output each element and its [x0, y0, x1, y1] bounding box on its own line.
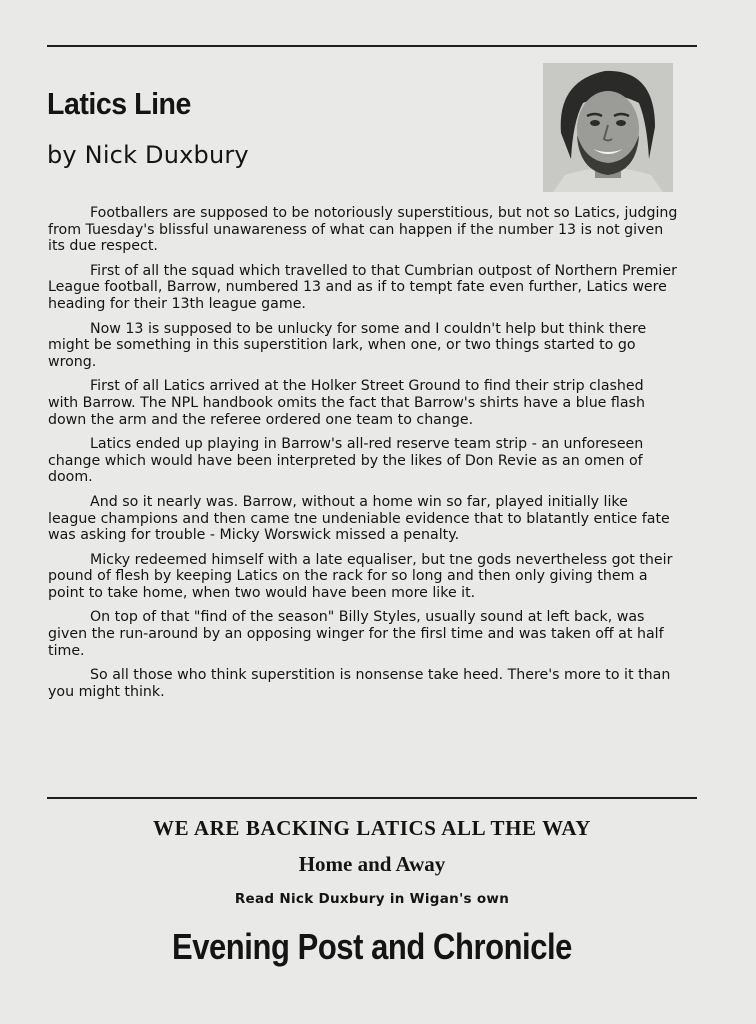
portrait-photo-icon [543, 63, 673, 192]
author-photo [543, 63, 673, 192]
promo-subline: Home and Away [298, 852, 446, 876]
column-title: Latics Line [47, 86, 191, 121]
top-divider [47, 45, 697, 47]
promo-slogan: WE ARE BACKING LATICS ALL THE WAY [153, 816, 591, 840]
article-paragraph: So all those who think superstition is nonsense take heed. There's more to it than you might think. [48, 667, 671, 700]
newspaper-name: Evening Post and Chronicle [172, 926, 572, 967]
article-paragraph: On top of that "find of the season" Billy Styles, usually sound at left back, was given the run-around by an opposing winger for the firsl time and was taken off at half time. [48, 609, 664, 659]
article-paragraph: Footballers are supposed to be notoriously superstitious, but not so Latics, judging from Tuesday's blissful unawareness of what can happen if the number 13 is not given its due respect. [48, 205, 678, 255]
article-paragraph: First of all the squad which travelled to that Cumbrian outpost of Northern Premier League football, Barrow, numbered 13 and as if to tempt fate even further, Latics were heading for their 13th league game. [48, 262, 677, 312]
article-paragraph: Now 13 is supposed to be unlucky for some and I couldn't help but think there might be something in this superstition lark, when one, or two things started to go wrong. [48, 320, 647, 370]
article-paragraph: Micky redeemed himself with a late equaliser, but tne gods nevertheless got their pound of flesh by keeping Latics on the rack for so long and then only giving them a point to take home, when two would have been more like it. [48, 551, 673, 601]
article-body [48, 205, 678, 708]
author-byline: by Nick Duxbury [47, 141, 249, 169]
article-paragraph: First of all Latics arrived at the Holker Street Ground to find their strip clashed with Barrow. The NPL handbook omits the fact that Barrow's shirts have a blue flash down the arm and the referee ordered one team to change. [48, 378, 645, 428]
section-divider [47, 797, 697, 799]
promo-read-line: Read Nick Duxbury in Wigan's own [234, 891, 510, 907]
article-paragraph: And so it nearly was. Barrow, without a home win so far, played initially like league champions and then came tne undeniable evidence that to blatantly entice fate was asking for trouble - Micky Worswick missed a penalty. [48, 493, 670, 544]
article-paragraph: Latics ended up playing in Barrow's all-red reserve team strip - an unforeseen change which would have been interpreted by the likes of Don Revie as an omen of doom. [48, 436, 644, 486]
